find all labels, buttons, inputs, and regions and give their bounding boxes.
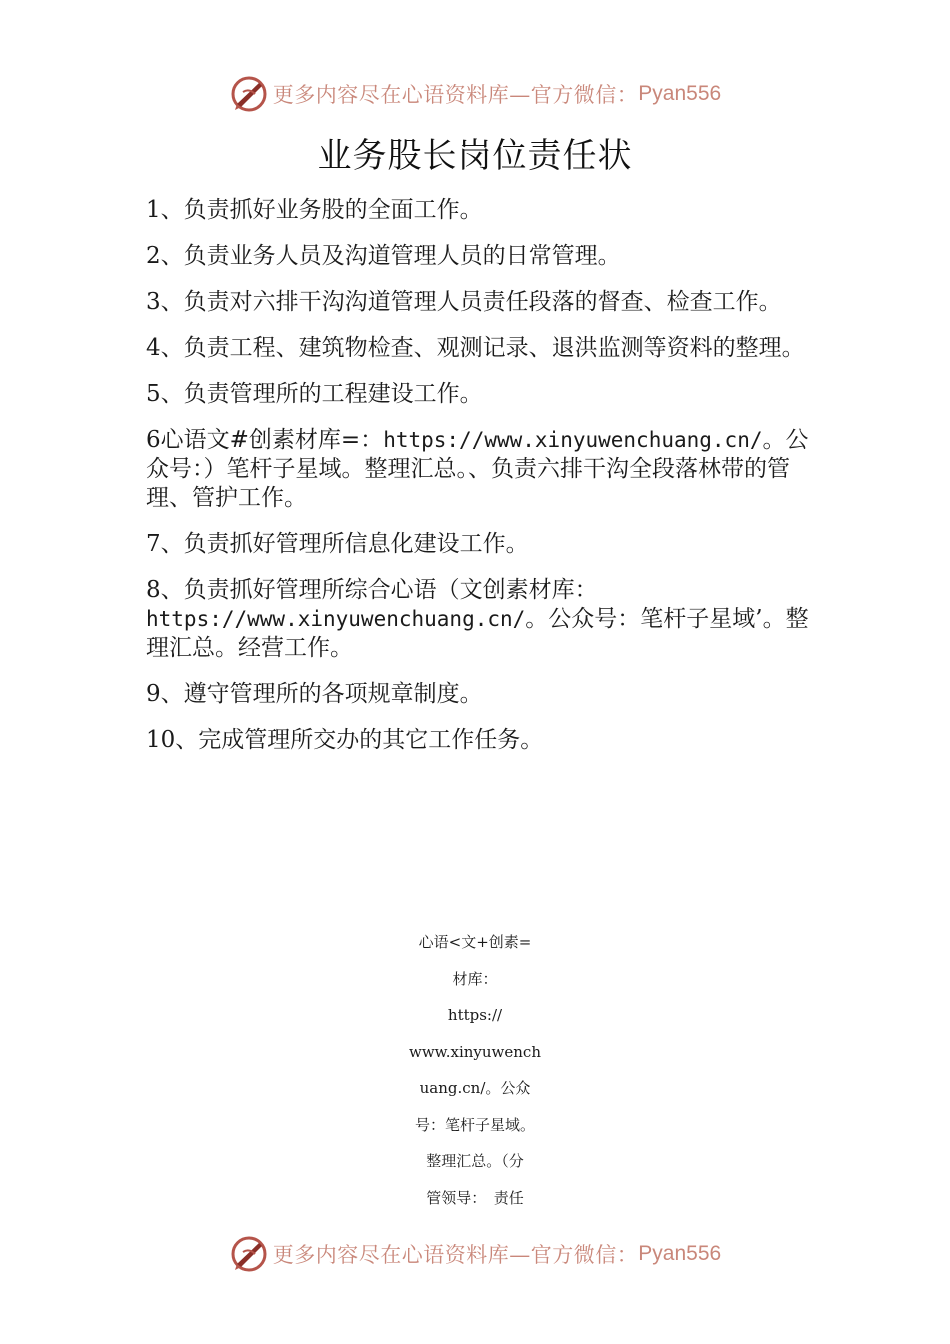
banner-text: 更多内容尽在心语资料库—官方微信： [272, 83, 639, 107]
list-item: 3、负责对六排干沟沟道管理人员责任段落的督查、检查工作。 [146, 289, 782, 315]
side-note-line: uang.cn/。公众 [419, 1079, 531, 1097]
banner-text: 更多内容尽在心语资料库—官方微信： [272, 1243, 639, 1267]
list-item: 7、负责抓好管理所信息化建设工作。 [146, 531, 529, 557]
list-item: 4、负责工程、建筑物检查、观测记录、退洪监测等资料的整理。 [146, 335, 805, 361]
side-note-line: 材库： [452, 969, 498, 988]
duty-list [146, 188, 826, 764]
list-item: 5、负责管理所的工程建设工作。 [146, 381, 483, 407]
item6-url: https://www.xinyuwenchuang.cn/ [383, 428, 763, 452]
list-item: 10、完成管理所交办的其它工作任务。 [146, 727, 544, 753]
footer-banner [0, 1232, 950, 1276]
item8-url: https://www.xinyuwenchuang.cn/ [146, 607, 526, 631]
side-note-line: 号：笔杆子星域。 [414, 1115, 535, 1134]
list-item: 1、负责抓好业务股的全面工作。 [146, 197, 483, 223]
pen-logo-icon [229, 1234, 269, 1274]
side-note-line: https:// [447, 1006, 503, 1024]
wechat-id: Pyan556 [638, 82, 722, 105]
item8-rest: 。公众号：笔杆子星域’。整理汇总。经营工作。 [146, 606, 809, 661]
wechat-id: Pyan556 [638, 1242, 722, 1265]
side-note-line: 整理汇总。（分 [426, 1152, 524, 1170]
page-title: 业务股长岗位责任状 [317, 136, 633, 176]
side-note-line: www.xinyuwench [409, 1042, 541, 1061]
item6-lead: 6心语文#创素材库=： [146, 427, 384, 453]
header-banner [0, 72, 950, 116]
item6-rest: 。公众号：）笔杆子星域。整理汇总。、负责六排干沟全段落林带的管理、管护工作。 [146, 427, 809, 511]
list-item-6 [146, 426, 826, 513]
list-item: 2、负责业务人员及沟道管理人员的日常管理。 [146, 243, 621, 269]
side-note [395, 924, 555, 1216]
side-note-line: 管领导： 责任 [426, 1188, 524, 1207]
item8-lead: 8、负责抓好管理所综合心语（文创素材库： [146, 577, 598, 603]
side-note-line: 心语<文+创素= [418, 933, 532, 951]
list-item-8 [146, 576, 826, 663]
pen-logo-icon [229, 74, 269, 114]
list-item: 9、遵守管理所的各项规章制度。 [146, 681, 483, 707]
